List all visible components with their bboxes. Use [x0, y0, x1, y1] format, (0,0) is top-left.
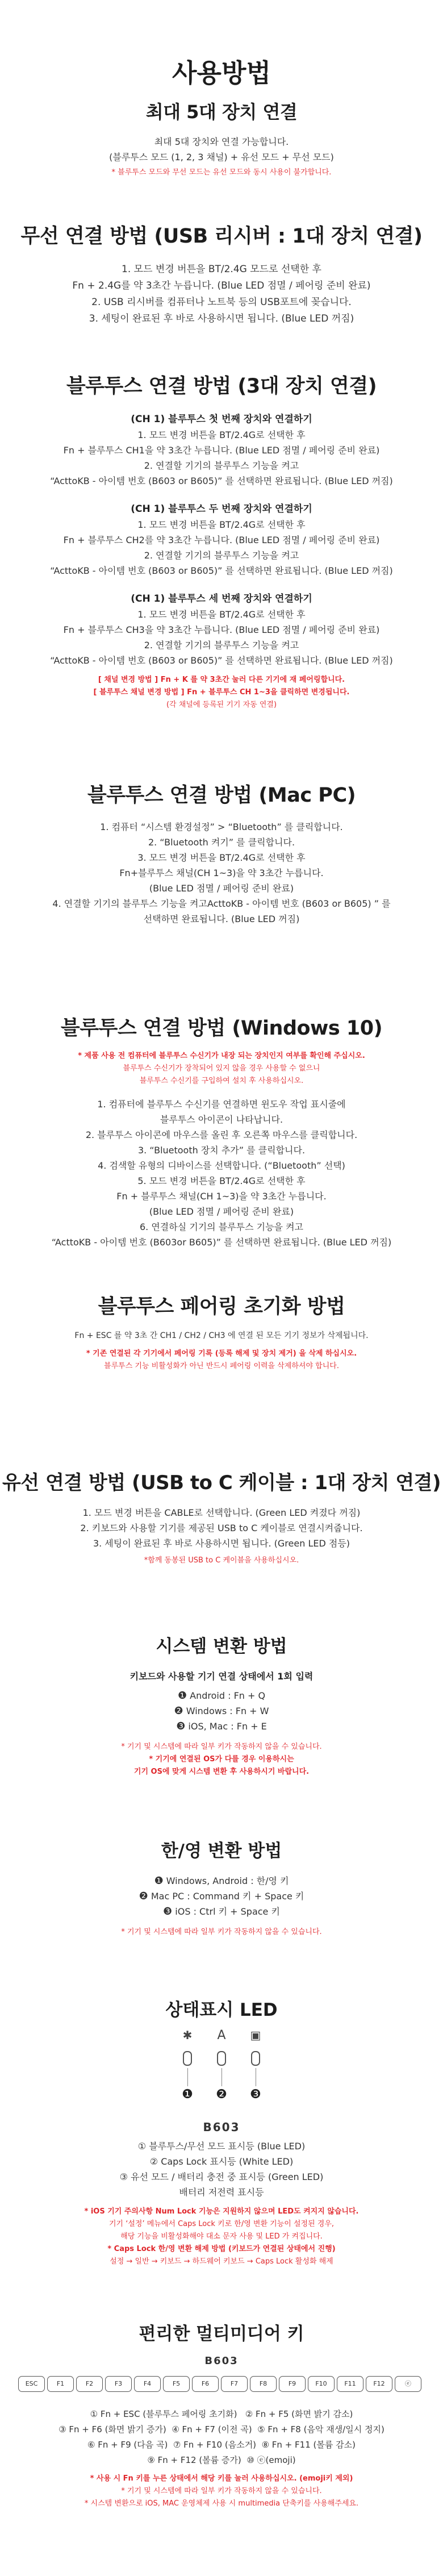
reset-note-2: 블루투스 기능 비활성화가 아닌 반드시 페어링 이력을 삭제하셔야 합니다.: [104, 1362, 339, 1370]
hanyoung-item-3: [0, 1904, 443, 1919]
bt3-note-3: (각 채널에 등록된 기기 자동 연결): [166, 701, 277, 709]
led-item-1: ① 블루투스/무선 모드 표시등 (Blue LED): [137, 2141, 306, 2152]
bt3-ch3-line-2: Fn + 블루투스 CH3을 약 3초간 누릅니다. (Blue LED 점멸 / 페어링 준비 완료): [63, 624, 380, 635]
media-key-esc: ESC: [18, 2376, 45, 2392]
led-heading: 상태표시 LED: [165, 2000, 278, 2020]
led-item-3: ③ 유선 모드 / 배터리 충전 중 표시등 (Green LED): [119, 2171, 324, 2182]
hanyoung-item-2: [0, 1889, 443, 1904]
system-item-1-label: Android : Fn + Q: [190, 1690, 266, 1701]
led-model: B603: [203, 2120, 240, 2134]
page-title: 사용방법: [172, 58, 271, 88]
windows-note-1: * 제품 사용 전 컴퓨터에 블루투스 수신기가 내장 되는 장치인지 여부를 확인해 주십시오.: [78, 1052, 365, 1060]
multi-device-section: [0, 98, 443, 179]
led-marker-1: ❶: [182, 2087, 193, 2102]
led-note-4: * Caps Lock 한/영 변환 해제 방법 (키보드가 연결된 상태에서 진행): [107, 2245, 336, 2253]
windows-line-7: Fn + 블루투스 채널(CH 1~3)을 약 3초간 누릅니다.: [116, 1191, 327, 1202]
bt3-section: [0, 370, 443, 711]
media-key-f7: F7: [221, 2376, 248, 2392]
caps-lock-icon: A: [217, 2028, 226, 2043]
media-info: [0, 2407, 443, 2510]
windows-line-3: 2. 블루투스 아이콘에 마우스를 올린 후 오른쪽 마우스를 클릭합니다.: [85, 1129, 358, 1140]
led-note-5: 설정 → 일반 → 키보드 → 하드웨어 키보드 → Caps Lock 활성화 해제: [110, 2257, 333, 2266]
mac-line-7: 선택하면 완료됩니다. (Blue LED 꺼짐): [143, 914, 300, 924]
reset-note-1: * 기존 연결된 각 기기에서 페어링 기록 (등록 해제 및 장치 제거) 을 삭제 하십시오.: [86, 1349, 357, 1358]
wireless-line-1: 1. 모드 변경 버튼을 BT/2.4G 모드로 선택한 후: [122, 264, 321, 275]
windows-line-1: 1. 컴퓨터에 블루투스 수신기를 연결하면 윈도우 작업 표시줄에: [97, 1099, 346, 1110]
page-title-block: [0, 52, 443, 89]
media-key-f6: F6: [192, 2376, 219, 2392]
mac-line-5: (Blue LED 점멸 / 페어링 준비 완료): [149, 883, 294, 894]
hanyoung-item-1-label: Windows, Android : 한/영 키: [166, 1875, 289, 1886]
windows-line-6: 5. 모드 변경 버튼을 BT/2.4G로 선택한 후: [137, 1176, 306, 1186]
bluetooth-icon: ✱: [182, 2028, 193, 2042]
marker-2: ❷: [174, 1705, 183, 1717]
led-lamp-2: [217, 2051, 226, 2066]
bt3-ch3-line-4: “ActtoKB - 아이템 번호 (B603 or B605)” 를 선택하면 완료됩니다. (Blue LED 꺼짐): [50, 655, 393, 666]
led-section: [0, 1995, 443, 2021]
led-marker-2: ❷: [216, 2087, 227, 2102]
mac-line-2: 2. “Bluetooth 켜기” 를 클릭합니다.: [148, 837, 295, 848]
bt3-heading: 블루투스 연결 방법 (3대 장치 연결): [66, 375, 377, 398]
media-row-4: [0, 2453, 443, 2468]
mac-line-4: Fn+블루투스 채널(CH 1~3)을 약 3초간 누릅니다.: [119, 868, 324, 878]
media-item-4: ④ Fn + F7 (이전 곡): [172, 2424, 252, 2435]
windows-note-2: 블루투스 수신기가 장착되어 있지 않을 경우 사용할 수 없으니: [123, 1064, 320, 1073]
marker-3: ❸: [176, 1720, 186, 1732]
media-item-5: ⑤ Fn + F8 (음악 재생/일시 정지): [257, 2424, 385, 2435]
windows-line-5: 4. 검색할 유형의 디바이스를 선택합니다. (“Bluetooth” 선택): [98, 1160, 345, 1171]
hanyoung-heading: 한/영 변환 방법: [161, 1841, 282, 1861]
media-row-1: [0, 2407, 443, 2422]
led-marker-3: ❸: [250, 2087, 261, 2102]
bt3-ch2-title: (CH 1) 블루투스 두 번째 장치와 연결하기: [131, 503, 312, 515]
media-item-3: ③ Fn + F6 (화면 밝기 증가): [58, 2424, 166, 2435]
media-keyrow: [0, 2374, 443, 2408]
led-note-1: * iOS 기기 주의사항 Num Lock 기능은 지원하지 않으며 LED도 켜지지 않습니다.: [84, 2207, 359, 2216]
media-key-f5: F5: [163, 2376, 190, 2392]
media-note-3: * 시스템 변환으로 iOS, MAC 운영체제 사용 시 multimedia 단축키를 사용해주세요.: [84, 2499, 359, 2508]
bt3-ch3-line-3: 2. 연결할 기기의 블루투스 기능을 켜고: [144, 640, 299, 651]
multi-line-2: (블루투스 모드 (1, 2, 3 채널) + 유선 모드 + 무선 모드): [109, 152, 334, 162]
system-note-2: * 기기에 연결된 OS가 다를 경우 이용하시는: [149, 1755, 294, 1764]
led-item-2: ② Caps Lock 표시등 (White LED): [149, 2156, 294, 2167]
windows-line-4: 3. “Bluetooth 장치 추가” 를 클릭합니다.: [137, 1145, 306, 1156]
multi-note: * 블루투스 모드와 무선 모드는 유선 모드와 동시 사용이 불가합니다.: [111, 168, 332, 177]
media-key-f4: F4: [134, 2376, 161, 2392]
windows-line-9: 6. 연결하실 기기의 블루투스 기능을 켜고: [140, 1222, 303, 1232]
windows-line-8: (Blue LED 점멸 / 페어링 준비 완료): [149, 1206, 294, 1217]
mac-line-6: 4. 연결할 기기의 블루투스 기능을 켜고ActtoKB - 아이템 번호 (B603 or B605) ” 를: [52, 898, 391, 909]
system-sub: 키보드와 사용할 기기 연결 상태에서 1회 입력: [129, 1671, 314, 1682]
reset-line: Fn + ESC 를 약 3초 간 CH1 / CH2 / CH3 에 연결 된 모든 기기 정보가 삭제됩니다.: [74, 1331, 369, 1340]
led-item-4: 배터리 저전력 표시등: [179, 2187, 264, 2198]
bt3-ch2-line-2: Fn + 블루투스 CH2를 약 3초간 누릅니다. (Blue LED 점멸 / 페어링 준비 완료): [63, 535, 380, 545]
marker-2: ❷: [139, 1890, 148, 1902]
media-key-ⓔ: ⓔ: [395, 2376, 421, 2392]
led-leader-1: [187, 2068, 188, 2086]
media-key-f3: F3: [105, 2376, 132, 2392]
system-note-1: * 기기 및 시스템에 따라 일부 키가 작동하지 않을 수 있습니다.: [121, 1743, 322, 1751]
media-item-7: ⑦ Fn + F10 (음소거): [173, 2440, 257, 2450]
led-diagram: [0, 2028, 443, 2114]
media-item-6: ⑥ Fn + F9 (다음 곡): [87, 2440, 168, 2450]
hanyoung-section: [0, 1836, 443, 1939]
mac-section: [0, 780, 443, 927]
media-note-1: * 사용 시 Fn 키를 누른 상태에서 해당 키를 눌러 사용하십시오. (emoji키 제외): [90, 2474, 353, 2483]
media-model: B603: [204, 2355, 239, 2367]
mac-heading: 블루투스 연결 방법 (Mac PC): [87, 784, 356, 807]
media-item-9: ⑨ Fn + F12 (볼륨 증가): [147, 2455, 241, 2465]
usb-section: [0, 1467, 443, 1567]
bt3-ch3-title: (CH 1) 블루투스 세 번째 장치와 연결하기: [131, 593, 312, 605]
system-item-3: [0, 1719, 443, 1734]
usb-note: *함께 동봉된 USB to C 케이블을 사용하십시오.: [144, 1556, 299, 1565]
marker-1: ❶: [177, 1690, 187, 1702]
wireless-line-4: 3. 세팅이 완료된 후 바로 사용하시면 됩니다. (Blue LED 꺼짐): [89, 313, 354, 324]
led-note-2: 기기 ‘설정’ 메뉴에서 Caps Lock 키로 한/영 변환 기능이 설정된 경우,: [108, 2220, 335, 2228]
led-lamp-3: [251, 2051, 260, 2066]
bt3-ch1-line-4: “ActtoKB - 아이템 번호 (B603 or B605)” 를 선택하면 완료됩니다. (Blue LED 꺼짐): [50, 476, 393, 486]
bt3-note-1: [ 채널 변경 방법 ] Fn + K 를 약 3초간 눌러 다른 기기에 재 페어링합니다.: [98, 676, 345, 684]
bt3-ch1-line-1: 1. 모드 변경 버튼을 BT/2.4G로 선택한 후: [137, 430, 306, 440]
system-note-3: 기기 OS에 맞게 시스템 변환 후 사용하시기 바랍니다.: [133, 1768, 310, 1776]
media-item-2: ② Fn + F5 (화면 밝기 감소): [245, 2409, 353, 2419]
battery-icon: ▣: [250, 2028, 261, 2042]
usb-line-1: 1. 모드 변경 버튼을 CABLE로 선택합니다. (Green LED 켜졌다 꺼짐): [82, 1507, 361, 1518]
bt3-ch3-line-1: 1. 모드 변경 버튼을 BT/2.4G로 선택한 후: [137, 609, 306, 620]
system-item-3-label: iOS, Mac : Fn + E: [188, 1721, 267, 1732]
reset-heading: 블루투스 페어링 초기화 방법: [98, 1295, 345, 1318]
mac-line-1: 1. 컴퓨터 “시스템 환경설정” > “Bluetooth” 를 클릭합니다.: [100, 822, 343, 832]
media-key-f10: F10: [308, 2376, 335, 2392]
media-key-f12: F12: [366, 2376, 392, 2392]
windows-line-2: 블루투스 아이콘이 나타납니다.: [160, 1114, 283, 1125]
bt3-ch1-line-2: Fn + 블루투스 CH1을 약 3초간 누릅니다. (Blue LED 점멸 / 페어링 준비 완료): [63, 445, 380, 456]
reset-section: [0, 1291, 443, 1373]
wireless-line-3: 2. USB 리시버를 컴퓨터나 노트북 등의 USB포트에 꽂습니다.: [91, 297, 352, 308]
hanyoung-note: * 기기 및 시스템에 따라 일부 키가 작동하지 않을 수 있습니다.: [121, 1928, 322, 1936]
bt3-note-2: [ 블루투스 채널 변경 방법 ] Fn + 블루투스 CH 1~3을 클릭하면 변경됩니다.: [93, 688, 350, 697]
media-heading: 편리한 멀티미디어 키: [139, 2324, 304, 2344]
bt3-ch2-line-3: 2. 연결할 기기의 블루투스 기능을 켜고: [144, 550, 299, 561]
hanyoung-item-3-label: iOS : Ctrl 키 + Space 키: [175, 1906, 280, 1917]
wireless-heading: 무선 연결 방법 (USB 리시버 : 1대 장치 연결): [20, 225, 423, 248]
media-note-2: * 기기 및 시스템에 따라 일부 키가 작동하지 않을 수 있습니다.: [121, 2487, 322, 2495]
bt3-ch1-line-3: 2. 연결할 기기의 블루투스 기능을 켜고: [144, 460, 299, 471]
media-key-f9: F9: [279, 2376, 306, 2392]
system-item-1: [0, 1688, 443, 1703]
windows-heading: 블루투스 연결 방법 (Windows 10): [60, 1017, 383, 1040]
led-note-3: 해당 기능을 비활성화해야 대소 문자 사용 및 LED 가 켜집니다.: [120, 2232, 323, 2241]
system-item-2: [0, 1703, 443, 1719]
led-info: [0, 2120, 443, 2268]
media-row-3: [0, 2437, 443, 2453]
media-key-f8: F8: [250, 2376, 277, 2392]
media-row-2: [0, 2422, 443, 2437]
wireless-line-2: Fn + 2.4G를 약 3초간 누릅니다. (Blue LED 점멸 / 페어링 준비 완료): [72, 280, 371, 291]
system-item-2-label: Windows : Fn + W: [186, 1706, 269, 1716]
mac-line-3: 3. 모드 변경 버튼을 BT/2.4G로 선택한 후: [137, 852, 306, 863]
multi-device-heading: 최대 5대 장치 연결: [145, 101, 298, 123]
media-item-1: ① Fn + ESC (블루투스 페어링 초기화): [90, 2409, 237, 2419]
media-key-f11: F11: [337, 2376, 363, 2392]
windows-line-10: “ActtoKB - 아이템 번호 (B603or B605)” 를 선택하면 완료됩니다. (Blue LED 꺼짐): [51, 1237, 392, 1248]
hanyoung-item-2-label: Mac PC : Command 키 + Space 키: [151, 1891, 304, 1902]
system-section: [0, 1632, 443, 1778]
media-section: [0, 2319, 443, 2367]
usb-heading: 유선 연결 방법 (USB to C 케이블 : 1대 장치 연결): [2, 1472, 441, 1494]
media-key-f1: F1: [47, 2376, 74, 2392]
bt3-ch2-line-1: 1. 모드 변경 버튼을 BT/2.4G로 선택한 후: [137, 519, 306, 530]
led-lamp-1: [183, 2051, 192, 2066]
media-key-f2: F2: [76, 2376, 103, 2392]
marker-1: ❶: [154, 1875, 164, 1887]
wireless-section: [0, 220, 443, 327]
hanyoung-item-1: [0, 1873, 443, 1889]
system-heading: 시스템 변환 방법: [156, 1636, 287, 1657]
windows-note-3: 블루투스 수신기를 구입하여 설치 후 사용하십시오.: [139, 1077, 304, 1085]
windows-section: [0, 1012, 443, 1250]
usb-line-3: 3. 세팅이 완료된 후 바로 사용하시면 됩니다. (Green LED 점등): [93, 1538, 350, 1549]
usb-line-2: 2. 키보드와 사용할 기기를 제공된 USB to C 케이블로 연결시켜줍니다.: [80, 1523, 363, 1533]
bt3-ch1-title: (CH 1) 블루투스 첫 번째 장치와 연결하기: [131, 414, 312, 425]
media-item-8: ⑧ Fn + F11 (볼륨 감소): [261, 2440, 356, 2450]
marker-3: ❸: [163, 1906, 173, 1918]
media-item-10: ⑩ ⓔ(emoji): [246, 2455, 296, 2465]
bt3-ch2-line-4: “ActtoKB - 아이템 번호 (B603 or B605)” 를 선택하면 완료됩니다. (Blue LED 꺼짐): [50, 565, 393, 576]
multi-line-1: 최대 5대 장치와 연결 가능합니다.: [154, 136, 289, 147]
